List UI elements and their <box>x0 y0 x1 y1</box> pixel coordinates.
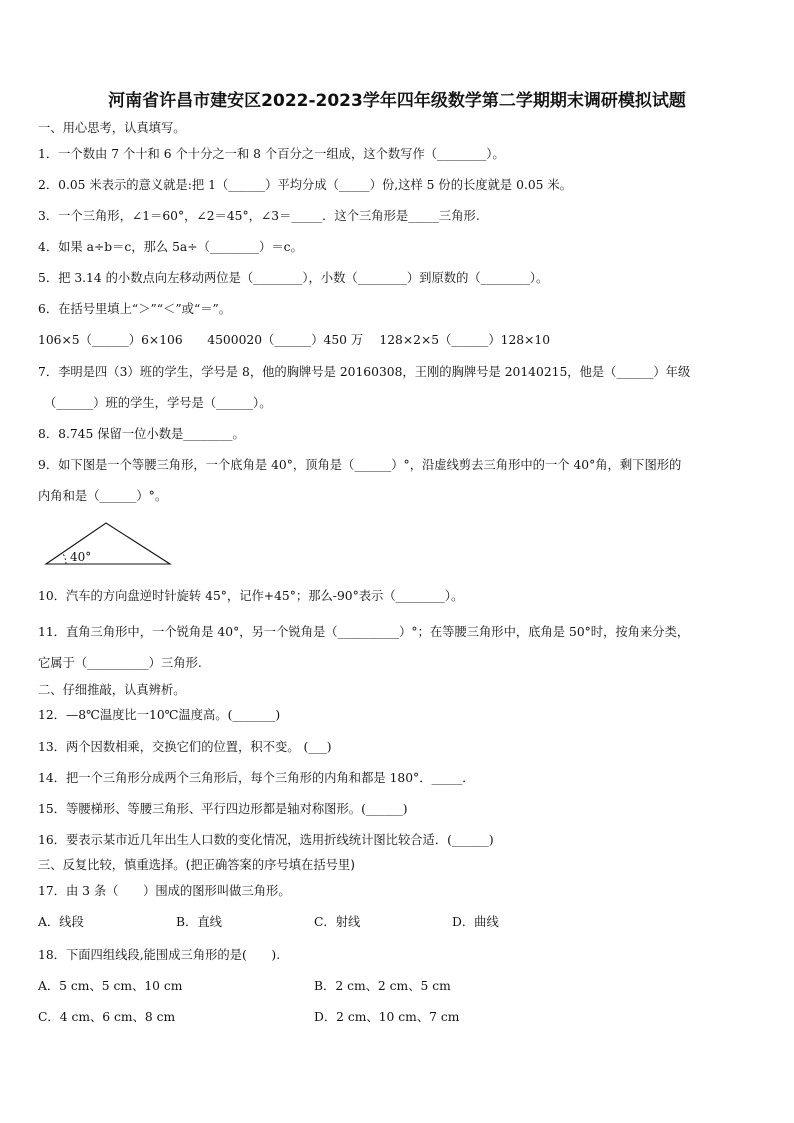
question-5: 5．把 3.14 的小数点向左移动两位是（________），小数（________）到原数的（________）。 <box>38 271 549 285</box>
section-3-heading: 三、反复比较，慎重选择。(把正确答案的序号填在括号里) <box>38 858 356 872</box>
q18-option-b: B．2 cm、2 cm、5 cm <box>314 979 451 993</box>
section-1-heading: 一、用心思考，认真填写。 <box>38 121 186 135</box>
q18-option-d: D．2 cm、10 cm、7 cm <box>314 1010 460 1024</box>
question-6-items: 106×5（______）6×106 4500020（______）450 万 128×2×5（______）128×10 <box>38 333 551 347</box>
angle-label: 40° <box>70 550 92 564</box>
q17-option-b: B．直线 <box>176 915 222 929</box>
question-3: 3．一个三角形，∠1＝60°，∠2＝45°，∠3＝_____．这个三角形是_____三角形. <box>38 209 480 223</box>
question-16: 16．要表示某市近几年出生人口数的变化情况，选用折线统计图比较合适．(______) <box>38 833 494 847</box>
question-9-line-2: 内角和是（______）°。 <box>38 489 168 503</box>
q17-option-d: D．曲线 <box>452 915 499 929</box>
page-title: 河南省许昌市建安区2022-2023学年四年级数学第二学期期末调研模拟试题 <box>108 91 686 111</box>
question-15: 15．等腰梯形、等腰三角形、平行四边形都是轴对称图形。(______) <box>38 802 408 816</box>
question-4: 4．如果 a÷b＝c，那么 5a÷（________）＝c。 <box>38 240 303 254</box>
question-6: 6．在括号里填上“＞”“＜”或“＝”。 <box>38 302 232 316</box>
cut-dashed-arc <box>63 553 67 564</box>
question-18: 18．下面四组线段,能围成三角形的是( ). <box>38 948 281 962</box>
question-11-line-2: 它属于（__________）三角形. <box>38 656 202 670</box>
isosceles-triangle-figure <box>44 520 174 570</box>
question-9-line-1: 9．如下图是一个等腰三角形，一个底角是 40°，顶角是（______）°，沿虚线剪去三角形中的一个 40°角，剩下图形的 <box>38 458 682 472</box>
question-13: 13．两个因数相乘，交换它们的位置，积不变。 (___) <box>38 740 332 754</box>
q17-option-c: C．射线 <box>314 915 361 929</box>
question-12: 12．—8℃温度比一10℃温度高。(_______) <box>38 708 281 722</box>
q18-option-c: C．4 cm、6 cm、8 cm <box>38 1010 176 1024</box>
question-1: 1．一个数由 7 个十和 6 个十分之一和 8 个百分之一组成，这个数写作（________）。 <box>38 147 505 161</box>
question-7-line-1: 7．李明是四（3）班的学生，学号是 8，他的胸牌号是 20160308，王刚的胸牌号是 20140215，他是（______）年级 <box>38 365 691 379</box>
question-11-line-1: 11．直角三角形中，一个锐角是 40°，另一个锐角是（__________）°；在等腰三角形中，底角是 50°时，按角来分类， <box>38 625 690 639</box>
question-8: 8．8.745 保留一位小数是________。 <box>38 427 245 441</box>
question-10: 10．汽车的方向盘逆时针旋转 45°，记作+45°；那么-90°表示（________）。 <box>38 589 464 603</box>
q17-option-a: A．线段 <box>38 915 84 929</box>
question-7-line-2: （______）班的学生，学号是（______）。 <box>44 396 272 410</box>
question-2: 2．0.05 米表示的意义就是:把 1（______）平均分成（_____）份,这样 5 份的长度就是 0.05 米。 <box>38 178 572 192</box>
question-14: 14．把一个三角形分成两个三角形后，每个三角形的内角和都是 180°．_____． <box>38 771 475 785</box>
question-17: 17．由 3 条（ ）围成的图形叫做三角形。 <box>38 884 291 898</box>
triangle-outline <box>46 523 170 564</box>
section-2-heading: 二、仔细推敲，认真辨析。 <box>38 683 186 697</box>
q18-option-a: A．5 cm、5 cm、10 cm <box>38 979 183 993</box>
